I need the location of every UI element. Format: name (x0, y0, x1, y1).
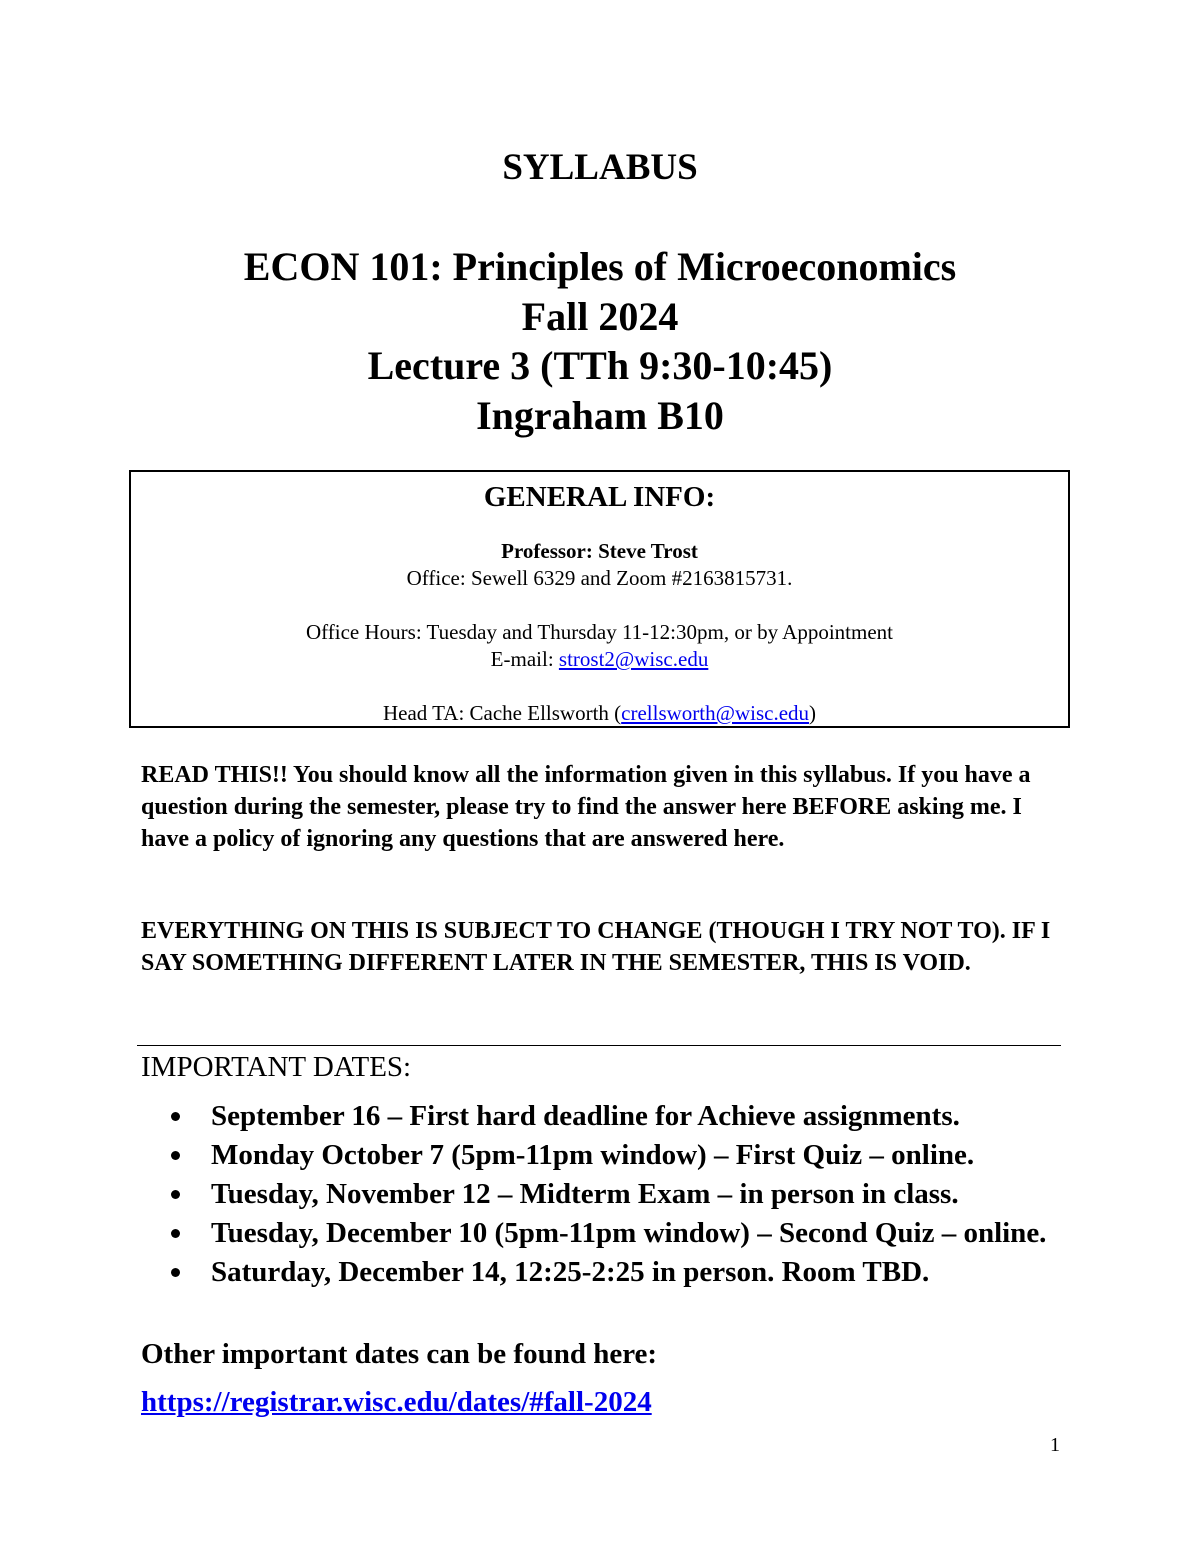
date-item-text: Monday October 7 (5pm-11pm window) – First Quiz – online. (211, 1139, 975, 1171)
subject-to-change-notice: EVERYTHING ON THIS IS SUBJECT TO CHANGE (THOUGH I TRY NOT TO). IF I SAY SOMETHING DIFFERENT LATER IN THE SEMESTER, THIS IS VOID. (141, 918, 1051, 976)
general-info-details (131, 538, 1068, 727)
professor-line: Professor: Steve Trost (501, 539, 698, 563)
general-info-box (129, 470, 1070, 728)
page-number: 1 (1050, 1434, 1060, 1456)
course-name: ECON 101: Principles of Microeconomics (243, 244, 957, 289)
bullet-icon (171, 1268, 180, 1277)
list-item (141, 1137, 1051, 1174)
general-info-heading: GENERAL INFO: (483, 481, 716, 513)
registrar-dates-link[interactable]: https://registrar.wisc.edu/dates/#fall-2024 (141, 1386, 652, 1418)
bullet-icon (171, 1112, 180, 1121)
important-dates-heading: IMPORTANT DATES: (141, 1051, 412, 1083)
list-item (141, 1254, 1051, 1291)
bullet-icon (171, 1151, 180, 1160)
course-room: Ingraham B10 (476, 392, 724, 438)
important-dates-list (141, 1098, 1051, 1293)
date-item-text: Tuesday, November 12 – Midterm Exam – in person in class. (211, 1178, 959, 1210)
office-line: Office: Sewell 6329 and Zoom #2163815731. (406, 566, 793, 590)
list-item (141, 1176, 1051, 1213)
page-title: SYLLABUS (502, 147, 698, 188)
read-this-notice: READ THIS!! You should know all the information given in this syllabus. If you have a question during the semester, please try to find the answer here BEFORE asking me. I have a policy of ignoring any questions that are answered here. (141, 762, 1031, 852)
email-line (131, 646, 1068, 673)
other-dates-text: Other important dates can be found here: (141, 1338, 658, 1370)
spacer (131, 592, 1068, 619)
course-header (0, 242, 1200, 440)
office-hours-line: Office Hours: Tuesday and Thursday 11-12:30pm, or by Appointment (306, 620, 893, 644)
head-ta-label: Head TA: Cache Ellsworth ( (382, 701, 622, 725)
course-lecture: Lecture 3 (TTh 9:30-10:45) (367, 343, 833, 388)
list-item (141, 1215, 1051, 1252)
head-ta-line (131, 700, 1068, 727)
list-item (141, 1098, 1051, 1135)
course-term: Fall 2024 (521, 293, 679, 339)
date-item-text: September 16 – First hard deadline for Achieve assignments. (211, 1100, 960, 1132)
head-ta-close: ) (809, 701, 817, 725)
head-ta-email-link[interactable]: crellsworth@wisc.edu (621, 701, 810, 725)
date-item-text: Tuesday, December 10 (5pm-11pm window) – Second Quiz – online. (211, 1217, 1047, 1249)
bullet-icon (171, 1229, 180, 1238)
bullet-icon (171, 1190, 180, 1199)
section-divider (137, 1045, 1061, 1046)
professor-email-link[interactable]: strost2@wisc.edu (558, 647, 709, 671)
date-item-text: Saturday, December 14, 12:25-2:25 in person. Room TBD. (211, 1256, 930, 1288)
spacer (131, 673, 1068, 700)
email-label: E-mail: (490, 647, 559, 671)
